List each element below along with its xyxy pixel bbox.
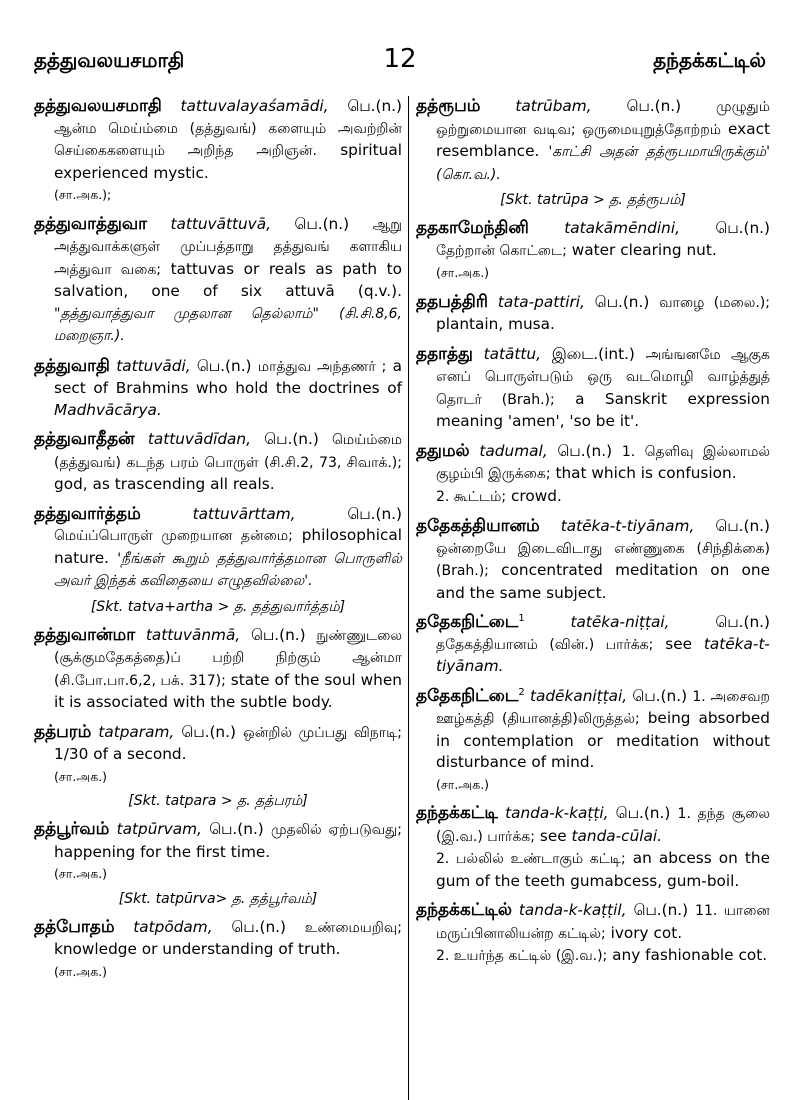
dictionary-entry <box>34 625 402 714</box>
dictionary-entry <box>416 96 770 186</box>
tamil-definition: ஆன்ம மெய்ம்மை (தத்துவங்) களையும் அவற்றின் செய்கைகளையும் அறிந்த அறிஞன். <box>54 120 402 159</box>
transliteration: tadēkaniṭṭai, <box>529 686 628 705</box>
headword: ததேகத்தியானம் <box>416 516 540 536</box>
tamil-definition: 1. அசைவற ஊழ்கத்தி (தியானத்தி)லிருத்தல்; <box>436 688 770 727</box>
english-gloss: that which is confusion. <box>555 464 737 482</box>
english-gloss: concentrated meditation on one and the same subject. <box>436 561 770 602</box>
dictionary-entry <box>416 218 770 284</box>
cross-reference: Madhvācārya. <box>54 400 162 419</box>
grammar-tag: பெ.(n.) <box>715 219 770 237</box>
transliteration: tatpūrvam, <box>116 820 202 838</box>
dictionary-entry <box>416 516 770 604</box>
dictionary-entry <box>416 344 770 433</box>
transliteration: tatparam, <box>98 722 175 741</box>
headword: தத்துவார்த்தம் <box>34 503 141 524</box>
english-gloss: knowledge or understanding of truth. <box>54 940 341 958</box>
column-divider <box>408 96 409 1100</box>
dictionary-entry <box>34 917 402 983</box>
transliteration: tatpōdam, <box>133 917 213 936</box>
headword: தத்ரூபம் <box>416 96 481 116</box>
transliteration: tatakāmēndini, <box>564 219 680 237</box>
transliteration: tanda-k-kaṭṭil, <box>518 901 627 919</box>
grammar-tag: பெ.(n.) <box>633 901 689 919</box>
tamil-definition: முதலில் ஏற்படுவது; <box>271 822 402 838</box>
tamil-definition: தேற்றான் கொட்டை; <box>436 242 567 259</box>
grammar-tag: பெ.(n.) <box>557 441 613 460</box>
english-gloss: exact resemblance. <box>436 119 770 160</box>
english-gloss: happening for the first time. <box>54 842 271 861</box>
english-gloss: tattuvas or reals as path to salvation, one of six attuvā (q.v.). <box>54 259 402 300</box>
tamil-definition-2: 2. கூட்டம்; <box>436 488 507 505</box>
headword: தத்பூர்வம் <box>34 819 110 839</box>
cross-reference: tanda-cūlai. <box>571 826 663 845</box>
cross-reference: tatēka-t-tiyānam. <box>436 634 770 675</box>
source-reference: (சா.அக.) <box>54 963 108 979</box>
headword: தத்துவான்மா <box>34 624 136 645</box>
homograph-number: 2 <box>518 686 525 698</box>
grammar-tag: பெ.(n.) <box>181 722 236 741</box>
dictionary-entry <box>416 900 770 968</box>
transliteration: tatēka-t-tiyānam, <box>560 517 695 535</box>
grammar-tag: பெ.(n.) <box>264 430 319 448</box>
tamil-definition: 11. யானை மருப்பினாலியன்ற கட்டில்; <box>436 903 770 942</box>
grammar-tag: பெ.(n.) <box>626 97 682 115</box>
grammar-tag: பெ.(n.) <box>196 356 252 375</box>
transliteration: tatēka-niṭṭai, <box>570 613 670 631</box>
headword: தத்போதம் <box>34 916 115 937</box>
headword: ததுமல் <box>416 440 470 461</box>
grammar-tag: பெ.(n.) <box>715 613 770 631</box>
english-gloss: a Sanskrit expression meaning 'amen', 'so be it'. <box>436 389 770 430</box>
english-gloss: plantain, musa. <box>436 315 555 333</box>
english-gloss: see <box>665 634 693 653</box>
english-gloss-2: crowd. <box>511 486 562 505</box>
english-gloss: state of the soul when it is associated with the subtle body. <box>54 670 402 711</box>
dictionary-entry <box>416 686 770 796</box>
etymology: [Skt. tatrūpa > த. தத்ரூபம்] <box>500 192 686 208</box>
english-gloss: being absorbed in contemplation or meditation without disturbance of mind. <box>436 709 770 771</box>
headword: ததேகநிட்டை <box>416 612 519 632</box>
header-right-guideword: தந்தக்கட்டில் <box>653 48 766 72</box>
transliteration: tattuvādi, <box>116 356 191 375</box>
grammar-tag: பெ.(n.) <box>632 686 688 705</box>
tamil-definition: 1. தெளிவு இல்லாமல் குழம்பி இருக்கை; <box>436 443 770 482</box>
transliteration: tattuvalayaśamādi, <box>180 97 329 115</box>
headword: ததபத்திரி <box>416 291 489 312</box>
dictionary-entry <box>416 292 770 336</box>
right-column <box>416 96 770 1100</box>
transliteration: tadumal, <box>479 441 548 460</box>
headword: ததாத்து <box>416 343 473 364</box>
english-gloss: 1/30 of a second. <box>54 745 187 763</box>
etymology: [Skt. tatva+artha > த. தத்துவார்த்தம்] <box>90 598 346 615</box>
dictionary-entry <box>34 819 402 885</box>
etymology: [Skt. tatpara > த. தத்பரம்] <box>128 793 308 809</box>
source-reference: (சா.அக.) <box>54 866 108 881</box>
dictionary-entry <box>34 429 402 496</box>
source-reference: (சா.அக.) <box>436 776 490 792</box>
headword: தத்பரம் <box>34 721 92 742</box>
transliteration: tattuvāttuvā, <box>170 214 271 233</box>
tamil-definition: முழுதும் ஒற்றுமையான வடிவ; ஒருமையுறுத்தோற்றம் <box>436 99 770 138</box>
english-gloss: see <box>539 826 567 845</box>
usage-quote: "தத்துவாத்துவா முதலான தெல்லாம்" (சி.சி.8,6, மறைஞா.). <box>54 305 402 344</box>
left-column <box>34 96 402 1100</box>
tamil-definition-2: 2. பல்லில் உண்டாகும் கட்டி; <box>436 851 626 867</box>
tamil-definition: மெய்ப்பொருள் முறையான தன்மை; <box>54 528 293 544</box>
headword: தத்துவாதீதன் <box>34 429 135 449</box>
grammar-tag: பெ.(n.) <box>715 517 770 535</box>
english-gloss: a sect of Brahmins who hold the doctrines of <box>54 356 402 397</box>
grammar-tag: பெ.(n.) <box>294 214 350 233</box>
grammar-tag: பெ.(n.) <box>347 504 402 523</box>
dictionary-entry <box>34 214 402 348</box>
grammar-tag: பெ.(n.) <box>209 820 264 838</box>
tamil-definition: ததேகத்தியானம் (வின்.) பார்க்க; <box>436 636 654 653</box>
headword: தத்துவலயசமாதி <box>34 96 162 116</box>
tamil-definition: வாழை (மலை.); <box>659 294 770 311</box>
dictionary-entry <box>34 504 402 593</box>
usage-quote: 'காட்சி அதன் தத்ரூபமாயிருக்கும்' (கொ.வ.). <box>436 144 770 183</box>
dictionary-entry <box>34 96 402 206</box>
headword: தத்துவாத்துவா <box>34 213 148 234</box>
headword: ததகாமேந்தினி <box>416 218 529 238</box>
transliteration: tata-pattiri, <box>497 292 585 311</box>
tamil-definition: அங்ஙனமே ஆகுக எனப் பொருள்படும் ஒரு வடமொழி வாழ்த்துத் தொடர் (Brah.); <box>436 346 770 408</box>
grammar-tag: பெ.(n.) <box>594 292 650 311</box>
english-gloss-2: any fashionable cot. <box>612 946 768 964</box>
tamil-definition: ஒன்றையே இடைவிடாது எண்ணுகை (சிந்திக்கை) (Brah.); <box>436 540 770 579</box>
tamil-definition: மெய்ம்மை (தத்துவங்) கடந்த பரம் பொருள் (சி.சி.2, 73, சிவாக்.); <box>54 432 402 471</box>
english-gloss: spiritual experienced mystic. <box>54 141 402 182</box>
transliteration: tattuvādīdan, <box>147 430 251 448</box>
source-reference: (சா.அக.); <box>54 187 112 202</box>
tamil-definition: நுண்ணுடலை (சூக்குமதேகத்தை)ப் பற்றி நிற்கும் ஆன்மா (சி.போ.பா.6,2, பக். 317); <box>54 627 402 689</box>
tamil-definition-2: 2. உயர்ந்த கட்டில் (இ.வ.); <box>436 948 608 964</box>
page-number: 12 <box>383 44 417 74</box>
header-left-guideword: தத்துவலயசமாதி <box>34 48 185 72</box>
grammar-tag: பெ.(n.) <box>231 917 286 936</box>
dictionary-entry <box>34 722 402 788</box>
headword: தந்தக்கட்டி <box>416 803 498 823</box>
grammar-tag: பெ.(n.) <box>250 625 306 644</box>
dictionary-entry <box>34 356 402 422</box>
english-gloss-2: an abcess on the gum of the teeth gumabcess, gum-boil. <box>436 849 770 890</box>
homograph-number: 1 <box>518 612 525 624</box>
english-gloss: philosophical nature. <box>54 526 402 567</box>
english-gloss: water clearing nut. <box>571 240 717 259</box>
transliteration: tattuvānmā, <box>145 625 241 644</box>
dictionary-entry <box>416 441 770 509</box>
english-gloss: ivory cot. <box>610 923 683 942</box>
tamil-definition: 1. தந்த சூலை (இ.வ.) பார்க்க; <box>436 806 770 845</box>
etymology: [Skt. tatpūrva> த. தத்பூர்வம்] <box>118 890 318 907</box>
transliteration: tatāttu, <box>483 344 541 363</box>
headword: தந்தக்கட்டில் <box>416 900 512 920</box>
source-reference: (சா.அக.) <box>54 768 108 784</box>
tamil-definition: மாத்துவ அந்தணர் ; <box>257 358 387 375</box>
grammar-tag: பெ.(n.) <box>615 804 671 822</box>
dictionary-entry <box>416 612 770 678</box>
english-gloss: god, as trascending all reals. <box>54 475 275 493</box>
transliteration: tatrūbam, <box>515 97 592 115</box>
usage-quote: 'நீங்கள் கூறும் தத்துவார்த்தமான பொருளில் அவர் இந்தக் கவிதையை எழுதவில்லை'. <box>54 550 402 589</box>
headword: தத்துவாதி <box>34 355 110 376</box>
tamil-definition: ஆறு அத்துவாக்களுள் முப்பத்தாறு தத்துவங் களாகிய அத்துவா வகை; <box>54 216 402 278</box>
headword: ததேகநிட்டை <box>416 685 519 706</box>
grammar-tag: பெ.(n.) <box>347 97 402 115</box>
transliteration: tanda-k-kaṭṭi, <box>505 804 609 822</box>
tamil-definition: ஒன்றில் முப்பது விநாடி; <box>243 724 402 741</box>
dictionary-entry <box>416 803 770 892</box>
tamil-definition: உண்மையறிவு; <box>304 919 402 936</box>
grammar-tag: இடை.(int.) <box>551 344 635 363</box>
source-reference: (சா.அக.) <box>436 265 490 280</box>
transliteration: tattuvārttam, <box>192 504 296 523</box>
page-header <box>34 44 766 82</box>
